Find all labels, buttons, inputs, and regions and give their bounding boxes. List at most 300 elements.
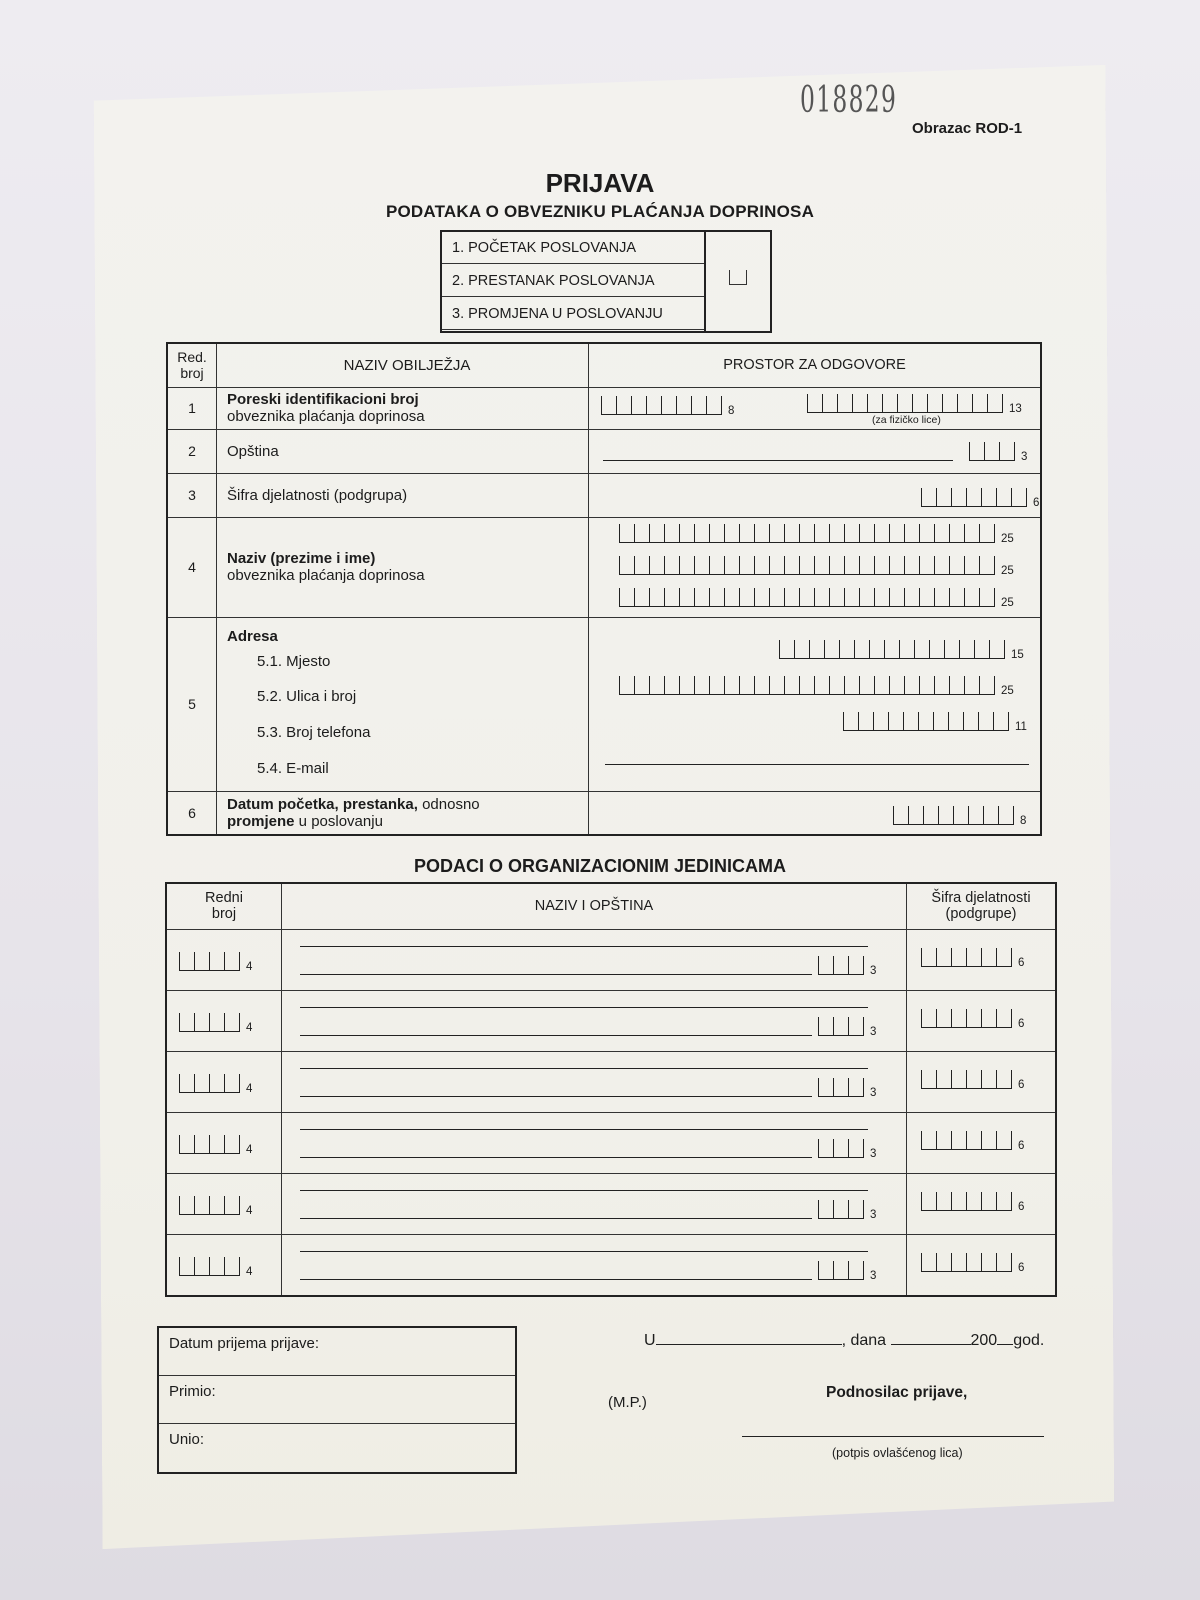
char-box[interactable] — [982, 1131, 997, 1149]
street-boxes[interactable] — [619, 676, 1014, 695]
char-box[interactable] — [937, 1070, 952, 1088]
char-box[interactable] — [967, 1070, 982, 1088]
municipality-name-line[interactable] — [603, 460, 953, 461]
char-box[interactable] — [915, 640, 930, 658]
char-box[interactable] — [180, 1196, 195, 1214]
char-box[interactable] — [849, 1017, 864, 1035]
char-box[interactable] — [997, 1253, 1012, 1271]
char-box[interactable] — [815, 556, 830, 574]
char-box[interactable] — [875, 676, 890, 694]
char-box[interactable] — [770, 588, 785, 606]
char-box[interactable] — [919, 712, 934, 730]
email-line[interactable] — [605, 764, 1029, 765]
char-box[interactable] — [920, 524, 935, 542]
char-box[interactable] — [952, 948, 967, 966]
place-boxes[interactable] — [779, 640, 1024, 659]
char-box[interactable] — [924, 806, 939, 824]
char-box[interactable] — [665, 676, 680, 694]
char-box[interactable] — [810, 640, 825, 658]
char-box[interactable] — [800, 556, 815, 574]
char-box[interactable] — [860, 556, 875, 574]
char-box[interactable] — [647, 396, 662, 414]
unit-activity-code-boxes[interactable] — [921, 1070, 1024, 1089]
unit-municipality-line[interactable] — [300, 1279, 812, 1280]
char-box[interactable] — [943, 394, 958, 412]
char-box[interactable] — [635, 588, 650, 606]
submitter-label: Podnosilac prijave, — [826, 1384, 968, 1401]
unit-municipality-line[interactable] — [300, 974, 812, 975]
char-box[interactable] — [930, 640, 945, 658]
char-box[interactable] — [860, 524, 875, 542]
tax-id-boxes-8[interactable] — [601, 396, 734, 415]
char-box[interactable] — [950, 524, 965, 542]
char-box[interactable] — [997, 1192, 1012, 1210]
char-box[interactable] — [823, 394, 838, 412]
org-unit-row — [166, 929, 1056, 990]
phone-boxes[interactable] — [843, 712, 1027, 731]
char-box[interactable] — [819, 1139, 834, 1157]
char-box[interactable] — [952, 1253, 967, 1271]
char-box[interactable] — [740, 676, 755, 694]
char-box[interactable] — [935, 556, 950, 574]
char-box[interactable] — [973, 394, 988, 412]
char-box[interactable] — [180, 1257, 195, 1275]
char-box[interactable] — [834, 1200, 849, 1218]
char-box[interactable] — [859, 712, 874, 730]
char-box[interactable] — [905, 524, 920, 542]
char-box[interactable] — [980, 524, 995, 542]
received-by-field[interactable]: Primio: — [159, 1376, 515, 1424]
org-unit-row — [166, 1173, 1056, 1234]
char-box[interactable] — [954, 806, 969, 824]
char-box[interactable] — [967, 1131, 982, 1149]
char-box[interactable] — [819, 1200, 834, 1218]
char-box[interactable] — [937, 1253, 952, 1271]
char-box[interactable] — [710, 588, 725, 606]
char-box[interactable] — [952, 1192, 967, 1210]
char-box[interactable] — [982, 1253, 997, 1271]
char-box[interactable] — [900, 640, 915, 658]
serial-number-boxes[interactable] — [179, 1257, 252, 1276]
char-box[interactable] — [710, 524, 725, 542]
char-box[interactable] — [965, 676, 980, 694]
unit-municipality-boxes[interactable] — [818, 956, 876, 975]
unit-municipality-line[interactable] — [300, 1218, 812, 1219]
char-box[interactable] — [849, 1200, 864, 1218]
char-box[interactable] — [815, 524, 830, 542]
char-box[interactable] — [982, 1192, 997, 1210]
char-box[interactable] — [849, 1139, 864, 1157]
char-box[interactable] — [650, 524, 665, 542]
char-box[interactable] — [970, 442, 985, 460]
entered-by-field[interactable]: Unio: — [169, 1431, 205, 1448]
char-box[interactable] — [755, 556, 770, 574]
char-box[interactable] — [830, 676, 845, 694]
char-box[interactable] — [982, 1009, 997, 1027]
char-box[interactable] — [815, 588, 830, 606]
char-box[interactable] — [635, 676, 650, 694]
char-box[interactable] — [922, 1070, 937, 1088]
char-box[interactable] — [819, 1078, 834, 1096]
char-box[interactable] — [874, 712, 889, 730]
char-box[interactable] — [830, 588, 845, 606]
char-box[interactable] — [830, 556, 845, 574]
char-box[interactable] — [195, 1257, 210, 1275]
char-box[interactable] — [909, 806, 924, 824]
char-box[interactable] — [890, 588, 905, 606]
char-box[interactable] — [860, 676, 875, 694]
char-box[interactable] — [195, 952, 210, 970]
char-box[interactable] — [894, 806, 909, 824]
char-box[interactable] — [950, 588, 965, 606]
char-box[interactable] — [665, 556, 680, 574]
unit-name-line[interactable] — [300, 946, 868, 947]
char-box[interactable] — [967, 1192, 982, 1210]
char-box[interactable] — [890, 556, 905, 574]
char-box[interactable] — [875, 524, 890, 542]
char-box[interactable] — [225, 1074, 240, 1092]
char-box[interactable] — [982, 1070, 997, 1088]
unit-activity-code-boxes[interactable] — [921, 1192, 1024, 1211]
char-box[interactable] — [883, 394, 898, 412]
char-box[interactable] — [825, 640, 840, 658]
char-box[interactable] — [965, 524, 980, 542]
char-box[interactable] — [890, 676, 905, 694]
char-box[interactable] — [795, 640, 810, 658]
char-box[interactable] — [935, 588, 950, 606]
char-box[interactable] — [195, 1013, 210, 1031]
char-box[interactable] — [225, 952, 240, 970]
table-row — [167, 429, 1041, 473]
char-box[interactable] — [785, 524, 800, 542]
char-box[interactable] — [922, 1192, 937, 1210]
unit-municipality-boxes[interactable] — [818, 1261, 876, 1280]
char-box[interactable] — [680, 676, 695, 694]
unit-name-line[interactable] — [300, 1007, 868, 1008]
name-boxes-line-1[interactable] — [619, 524, 1014, 543]
char-box[interactable] — [650, 588, 665, 606]
char-box[interactable] — [755, 588, 770, 606]
char-box[interactable] — [180, 1013, 195, 1031]
char-box[interactable] — [935, 676, 950, 694]
char-box[interactable] — [853, 394, 868, 412]
char-box[interactable] — [210, 1074, 225, 1092]
char-box[interactable] — [937, 948, 952, 966]
char-box[interactable] — [844, 712, 859, 730]
char-box[interactable] — [937, 488, 952, 506]
char-box[interactable] — [999, 806, 1014, 824]
char-box[interactable] — [808, 394, 823, 412]
char-box[interactable] — [707, 396, 722, 414]
unit-municipality-line[interactable] — [300, 1157, 812, 1158]
char-box[interactable] — [225, 1196, 240, 1214]
char-box[interactable] — [889, 712, 904, 730]
char-box[interactable] — [180, 952, 195, 970]
char-box[interactable] — [650, 676, 665, 694]
char-box[interactable] — [913, 394, 928, 412]
char-box[interactable] — [849, 1078, 864, 1096]
char-box[interactable] — [997, 1070, 1012, 1088]
char-box[interactable] — [695, 556, 710, 574]
char-box[interactable] — [725, 676, 740, 694]
char-box[interactable] — [967, 948, 982, 966]
char-box[interactable] — [975, 640, 990, 658]
unit-activity-code-boxes[interactable] — [921, 1253, 1024, 1272]
char-box[interactable] — [1000, 442, 1015, 460]
char-box[interactable] — [680, 556, 695, 574]
char-box[interactable] — [780, 640, 795, 658]
char-box[interactable] — [904, 712, 919, 730]
unit-activity-code-boxes[interactable] — [921, 948, 1024, 967]
unit-municipality-boxes[interactable] — [818, 1139, 876, 1158]
char-box[interactable] — [920, 556, 935, 574]
char-box[interactable] — [985, 442, 1000, 460]
char-box[interactable] — [195, 1196, 210, 1214]
char-box[interactable] — [960, 640, 975, 658]
unit-activity-code-boxes[interactable] — [921, 1131, 1024, 1150]
char-box[interactable] — [195, 1135, 210, 1153]
char-box[interactable] — [800, 588, 815, 606]
char-box[interactable] — [620, 524, 635, 542]
char-box[interactable] — [984, 806, 999, 824]
char-box[interactable] — [855, 640, 870, 658]
char-box[interactable] — [860, 588, 875, 606]
char-box[interactable] — [965, 556, 980, 574]
char-box[interactable] — [845, 676, 860, 694]
handwritten-serial-number: 018829 — [800, 80, 898, 121]
char-box[interactable] — [838, 394, 853, 412]
char-box[interactable] — [830, 524, 845, 542]
char-box[interactable] — [680, 588, 695, 606]
unit-municipality-line[interactable] — [300, 1035, 812, 1036]
char-box[interactable] — [994, 712, 1009, 730]
char-box[interactable] — [980, 556, 995, 574]
char-box[interactable] — [602, 396, 617, 414]
char-box[interactable] — [979, 712, 994, 730]
char-box[interactable] — [662, 396, 677, 414]
char-box[interactable] — [620, 556, 635, 574]
char-box[interactable] — [980, 588, 995, 606]
char-box[interactable] — [937, 1009, 952, 1027]
char-box[interactable] — [905, 588, 920, 606]
char-box[interactable] — [920, 588, 935, 606]
char-box[interactable] — [834, 1261, 849, 1279]
char-box[interactable] — [997, 1131, 1012, 1149]
char-box[interactable] — [617, 396, 632, 414]
box-count: 4 — [246, 1265, 253, 1278]
serial-number-boxes[interactable] — [179, 1074, 252, 1093]
char-box[interactable] — [990, 640, 1005, 658]
char-box[interactable] — [997, 1009, 1012, 1027]
char-box[interactable] — [952, 1070, 967, 1088]
char-box[interactable] — [967, 488, 982, 506]
char-box[interactable] — [967, 1253, 982, 1271]
char-box[interactable] — [755, 676, 770, 694]
char-box[interactable] — [210, 1135, 225, 1153]
unit-name-line[interactable] — [300, 1251, 868, 1252]
char-box[interactable] — [922, 1253, 937, 1271]
char-box[interactable] — [922, 1009, 937, 1027]
char-box[interactable] — [815, 676, 830, 694]
char-box[interactable] — [834, 1139, 849, 1157]
char-box[interactable] — [180, 1074, 195, 1092]
char-box[interactable] — [952, 1131, 967, 1149]
char-box[interactable] — [945, 640, 960, 658]
char-box[interactable] — [950, 676, 965, 694]
char-box[interactable] — [988, 394, 1003, 412]
char-box[interactable] — [665, 524, 680, 542]
char-box[interactable] — [980, 676, 995, 694]
char-box[interactable] — [967, 1009, 982, 1027]
activity-code-boxes[interactable] — [921, 488, 1039, 507]
char-box[interactable] — [870, 640, 885, 658]
char-box[interactable] — [695, 524, 710, 542]
char-box[interactable] — [922, 1131, 937, 1149]
char-box[interactable] — [635, 524, 650, 542]
char-box[interactable] — [692, 396, 707, 414]
char-box[interactable] — [958, 394, 973, 412]
unit-name-line[interactable] — [300, 1190, 868, 1191]
char-box[interactable] — [922, 488, 937, 506]
char-box[interactable] — [225, 1257, 240, 1275]
char-box[interactable] — [740, 556, 755, 574]
char-box[interactable] — [695, 676, 710, 694]
unit-municipality-line[interactable] — [300, 1096, 812, 1097]
char-box[interactable] — [225, 1135, 240, 1153]
unit-activity-code-boxes[interactable] — [921, 1009, 1024, 1028]
char-box[interactable] — [834, 1078, 849, 1096]
char-box[interactable] — [210, 1013, 225, 1031]
char-box[interactable] — [785, 556, 800, 574]
serial-number-boxes[interactable] — [179, 1013, 252, 1032]
char-box[interactable] — [725, 588, 740, 606]
char-box[interactable] — [819, 956, 834, 974]
char-box[interactable] — [195, 1074, 210, 1092]
char-box[interactable] — [934, 712, 949, 730]
char-box[interactable] — [845, 524, 860, 542]
char-box[interactable] — [982, 948, 997, 966]
char-box[interactable] — [710, 676, 725, 694]
char-box[interactable] — [740, 588, 755, 606]
char-box[interactable] — [620, 676, 635, 694]
char-box[interactable] — [890, 524, 905, 542]
char-box[interactable] — [180, 1135, 195, 1153]
char-box[interactable] — [849, 956, 864, 974]
char-box[interactable] — [632, 396, 647, 414]
char-box[interactable] — [997, 948, 1012, 966]
char-box[interactable] — [819, 1261, 834, 1279]
unit-name-line[interactable] — [300, 1068, 868, 1069]
char-box[interactable] — [225, 1013, 240, 1031]
char-box[interactable] — [845, 588, 860, 606]
char-box[interactable] — [922, 948, 937, 966]
serial-number-boxes[interactable] — [179, 1196, 252, 1215]
date-boxes[interactable] — [893, 806, 1026, 825]
unit-municipality-boxes[interactable] — [818, 1078, 876, 1097]
char-box[interactable] — [770, 676, 785, 694]
char-box[interactable] — [800, 524, 815, 542]
name-boxes-line-3[interactable] — [619, 588, 1014, 607]
char-box[interactable] — [710, 556, 725, 574]
char-box[interactable] — [952, 488, 967, 506]
char-box[interactable] — [770, 524, 785, 542]
char-box[interactable] — [834, 1017, 849, 1035]
char-box[interactable] — [840, 640, 855, 658]
char-box[interactable] — [635, 556, 650, 574]
char-box[interactable] — [905, 556, 920, 574]
char-box[interactable] — [785, 676, 800, 694]
char-box[interactable] — [725, 524, 740, 542]
char-box[interactable] — [965, 588, 980, 606]
char-box[interactable] — [845, 556, 860, 574]
char-box[interactable] — [210, 1196, 225, 1214]
char-box[interactable] — [982, 488, 997, 506]
signature-line[interactable] — [742, 1436, 1044, 1437]
year-blank[interactable] — [997, 1330, 1013, 1345]
char-box[interactable] — [885, 640, 900, 658]
char-box[interactable] — [755, 524, 770, 542]
char-box[interactable] — [928, 394, 943, 412]
date-blank[interactable] — [891, 1330, 971, 1345]
char-box[interactable] — [935, 524, 950, 542]
char-box[interactable] — [210, 1257, 225, 1275]
char-box[interactable] — [868, 394, 883, 412]
char-box[interactable] — [937, 1131, 952, 1149]
char-box[interactable] — [997, 488, 1012, 506]
char-box[interactable] — [950, 556, 965, 574]
char-box[interactable] — [650, 556, 665, 574]
char-box[interactable] — [898, 394, 913, 412]
char-box[interactable] — [680, 524, 695, 542]
char-box[interactable] — [665, 588, 680, 606]
char-box[interactable] — [875, 556, 890, 574]
char-box[interactable] — [725, 556, 740, 574]
name-boxes-line-2[interactable] — [619, 556, 1014, 575]
unit-municipality-boxes[interactable] — [818, 1017, 876, 1036]
char-box[interactable] — [849, 1261, 864, 1279]
char-box[interactable] — [1012, 488, 1027, 506]
char-box[interactable] — [939, 806, 954, 824]
char-box[interactable] — [952, 1009, 967, 1027]
char-box[interactable] — [785, 588, 800, 606]
char-box[interactable] — [620, 588, 635, 606]
char-box[interactable] — [875, 588, 890, 606]
char-box[interactable] — [949, 712, 964, 730]
change-type-checkbox[interactable] — [729, 270, 747, 285]
unit-name-line[interactable] — [300, 1129, 868, 1130]
serial-number-boxes[interactable] — [179, 952, 252, 971]
char-box[interactable] — [770, 556, 785, 574]
char-box[interactable] — [740, 524, 755, 542]
char-box[interactable] — [677, 396, 692, 414]
char-box[interactable] — [969, 806, 984, 824]
municipality-code-boxes[interactable] — [969, 442, 1027, 461]
char-box[interactable] — [937, 1192, 952, 1210]
char-box[interactable] — [695, 588, 710, 606]
char-box[interactable] — [800, 676, 815, 694]
serial-number-boxes[interactable] — [179, 1135, 252, 1154]
char-box[interactable] — [920, 676, 935, 694]
unit-municipality-boxes[interactable] — [818, 1200, 876, 1219]
char-box[interactable] — [834, 956, 849, 974]
received-date-field[interactable]: Datum prijema prijave: — [159, 1328, 515, 1376]
char-box[interactable] — [819, 1017, 834, 1035]
char-box[interactable] — [964, 712, 979, 730]
place-blank[interactable] — [656, 1330, 842, 1345]
char-box[interactable] — [210, 952, 225, 970]
char-box[interactable] — [905, 676, 920, 694]
tax-id-boxes-13[interactable] — [807, 394, 1022, 413]
